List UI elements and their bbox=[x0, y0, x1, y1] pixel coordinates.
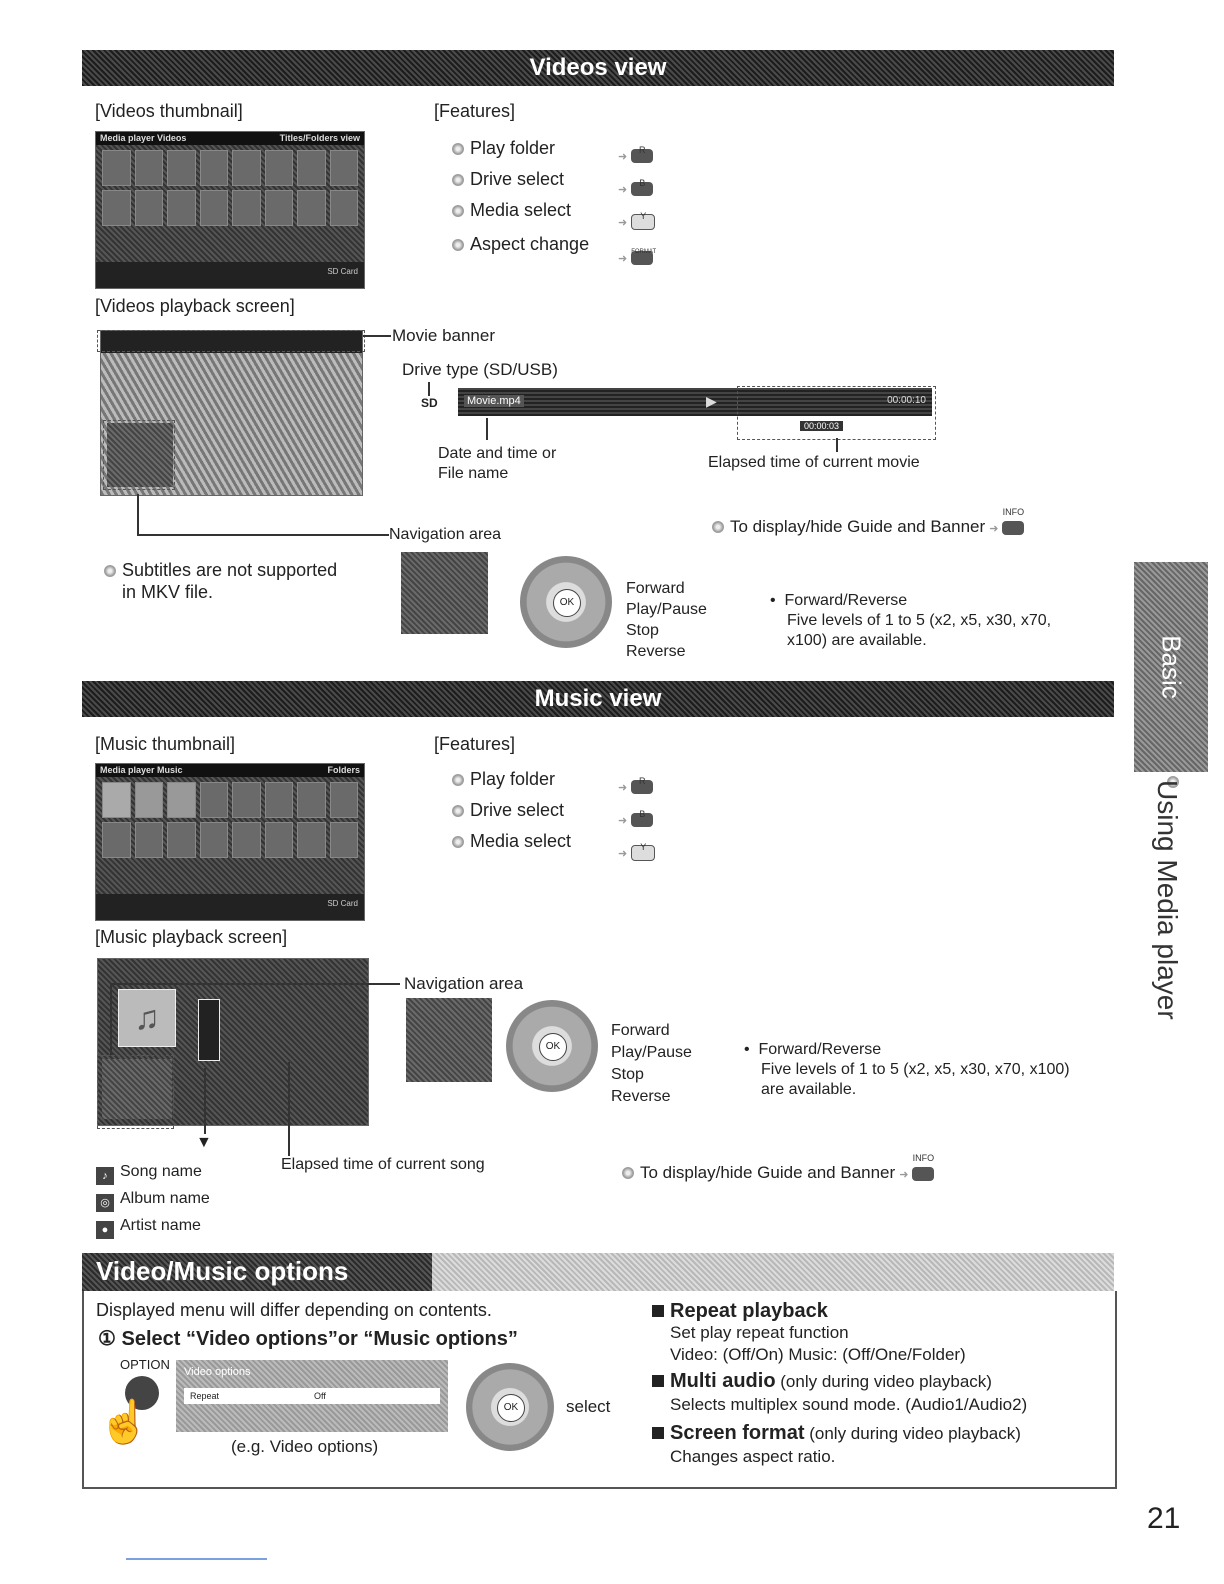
side-tab-label: Basic bbox=[1156, 635, 1187, 699]
elapsed-movie-label: Elapsed time of current movie bbox=[708, 454, 920, 471]
options-heading bbox=[82, 1253, 1114, 1291]
ok-button-icon: OK bbox=[497, 1394, 525, 1422]
banner-elapsed-time: 00:00:03 bbox=[800, 421, 843, 431]
date-time-label-line1: Date and time or bbox=[438, 445, 557, 462]
feature-label: Drive select bbox=[470, 800, 565, 820]
select-label: select bbox=[566, 1397, 611, 1416]
options-dpad-icon bbox=[466, 1363, 554, 1451]
bullet-icon bbox=[452, 805, 464, 817]
side-section-title: Using Media player bbox=[1152, 780, 1183, 1020]
feature-item bbox=[452, 764, 571, 795]
bullet-icon bbox=[452, 143, 464, 155]
key-letter: Y bbox=[640, 841, 647, 852]
yellow-key-icon bbox=[631, 841, 655, 861]
videos-thumb-header-right: Titles/Folders view bbox=[279, 133, 360, 143]
side-tab-basic bbox=[1134, 562, 1208, 772]
red-key-icon bbox=[631, 144, 653, 163]
info-key-label: INFO bbox=[1002, 506, 1025, 517]
feature-item bbox=[452, 229, 589, 260]
music-features-label: [Features] bbox=[434, 734, 516, 754]
key-letter: FORMAT bbox=[631, 248, 657, 255]
music-nav-outline bbox=[97, 1055, 174, 1129]
feature-item bbox=[452, 826, 571, 857]
music-dpad-icon bbox=[506, 1000, 598, 1092]
options-intro: Displayed menu will differ depending on contents. bbox=[96, 1300, 492, 1320]
options-example: (e.g. Video options) bbox=[231, 1437, 379, 1456]
music-display-hide bbox=[622, 1152, 935, 1183]
elapsed-song-label: Elapsed time of current song bbox=[281, 1156, 485, 1173]
multi-note: (only during video playback) bbox=[775, 1372, 992, 1391]
music-dpad-labels bbox=[611, 1020, 692, 1108]
videos-thumbnail-screenshot bbox=[95, 131, 365, 289]
reverse-label: Reverse bbox=[626, 643, 686, 660]
song-name-label: Song name bbox=[120, 1163, 202, 1180]
bullet-icon bbox=[452, 239, 464, 251]
music-info-legend bbox=[96, 1158, 210, 1239]
videos-feature-keys: ➜ R ➜ B ➜ Y ➜ FORMAT bbox=[614, 140, 655, 275]
bullet-icon bbox=[452, 774, 464, 786]
play-pause-label: Play/Pause bbox=[611, 1044, 692, 1061]
yellow-key-icon bbox=[631, 210, 655, 230]
videos-features-label: [Features] bbox=[434, 101, 516, 121]
music-display-hide-text: To display/hide Guide and Banner bbox=[640, 1163, 896, 1182]
album-icon: ◎ bbox=[96, 1194, 114, 1212]
repeat-title: Repeat playback bbox=[670, 1300, 828, 1322]
banner-file-name: Movie.mp4 bbox=[464, 395, 524, 407]
ok-button-icon: OK bbox=[553, 589, 581, 617]
music-feature-keys: ➜ R ➜ B ➜ Y bbox=[614, 771, 655, 870]
screen-desc: Changes aspect ratio. bbox=[670, 1447, 836, 1466]
feature-label: Play folder bbox=[470, 138, 556, 158]
multi-desc: Selects multiplex sound mode. (Audio1/Audio2) bbox=[670, 1395, 1028, 1414]
reverse-label: Reverse bbox=[611, 1088, 671, 1105]
fr-line2: are available. bbox=[761, 1081, 857, 1098]
menu-item-label: Repeat bbox=[190, 1391, 220, 1401]
info-key-icon bbox=[1002, 506, 1025, 535]
music-view-heading: Music view bbox=[82, 681, 1114, 717]
options-heading-text: Video/Music options bbox=[96, 1256, 349, 1286]
blue-key-icon bbox=[631, 177, 653, 196]
videos-display-hide bbox=[712, 506, 1025, 537]
square-bullet-icon bbox=[652, 1427, 664, 1439]
videos-nav-area-enlarged bbox=[401, 552, 488, 634]
key-letter: R bbox=[638, 144, 646, 155]
date-time-label-line2: File name bbox=[438, 465, 509, 482]
red-key-icon bbox=[631, 775, 653, 794]
info-key-icon bbox=[912, 1152, 935, 1181]
feature-item bbox=[452, 164, 589, 195]
options-descriptions bbox=[652, 1300, 1027, 1468]
subtitles-note-line1: Subtitles are not supported bbox=[122, 560, 338, 580]
drive-type-label: Drive type (SD/USB) bbox=[402, 360, 558, 379]
down-arrow-icon: ▼ bbox=[196, 1134, 212, 1151]
screen-title: Screen format bbox=[670, 1422, 805, 1444]
music-nav-area-enlarged bbox=[406, 998, 492, 1082]
bullet-icon bbox=[452, 174, 464, 186]
elapsed-outline bbox=[737, 386, 936, 440]
music-thumb-drive: SD Card bbox=[327, 899, 358, 908]
repeat-desc-2: Video: (Off/On) Music: (Off/One/Folder) bbox=[670, 1345, 966, 1364]
stop-label: Stop bbox=[626, 622, 659, 639]
date-time-label bbox=[438, 444, 556, 484]
bullet-icon bbox=[452, 836, 464, 848]
square-bullet-icon bbox=[652, 1375, 664, 1387]
forward-label: Forward bbox=[626, 580, 685, 597]
videos-view-heading: Videos view bbox=[82, 50, 1114, 86]
feature-label: Play folder bbox=[470, 769, 556, 789]
banner-drive: SD bbox=[421, 396, 438, 410]
fr-line1: Five levels of 1 to 5 (x2, x5, x30, x70, bbox=[787, 612, 1052, 629]
bullet-icon bbox=[452, 205, 464, 217]
ok-button-icon: OK bbox=[539, 1033, 567, 1061]
hand-pointer-icon: ☝ bbox=[98, 1398, 151, 1445]
feature-label: Media select bbox=[470, 831, 572, 851]
music-thumb-header: Media player Music bbox=[100, 765, 183, 775]
fr-line1: Five levels of 1 to 5 (x2, x5, x30, x70, x100) bbox=[761, 1061, 1070, 1078]
banner-play-icon: ▶ bbox=[706, 393, 717, 409]
forward-label: Forward bbox=[611, 1022, 670, 1039]
videos-navigation-area-label: Navigation area bbox=[389, 526, 502, 543]
artist-name-label: Artist name bbox=[120, 1217, 201, 1234]
fr-line2: x100) are available. bbox=[787, 632, 927, 649]
bullet-icon bbox=[104, 565, 116, 577]
music-navigation-area-label: Navigation area bbox=[404, 974, 524, 993]
bullet-icon bbox=[622, 1167, 634, 1179]
music-thumb-header-right: Folders bbox=[327, 765, 360, 775]
fr-title: Forward/Reverse bbox=[758, 1041, 882, 1058]
feature-label: Aspect change bbox=[470, 234, 590, 254]
video-options-menu bbox=[176, 1360, 448, 1432]
videos-display-hide-text: To display/hide Guide and Banner bbox=[730, 517, 986, 536]
feature-item bbox=[452, 195, 589, 226]
videos-thumbnail-label: [Videos thumbnail] bbox=[95, 101, 243, 121]
album-name-label: Album name bbox=[120, 1190, 210, 1207]
arrow-icon: ➜ bbox=[899, 1169, 909, 1181]
videos-features-list bbox=[452, 133, 589, 260]
videos-playback-label: [Videos playback screen] bbox=[95, 296, 295, 316]
subtitles-note-line2: in MKV file. bbox=[122, 582, 214, 602]
feature-label: Media select bbox=[470, 200, 572, 220]
feature-item bbox=[452, 795, 571, 826]
multi-title: Multi audio bbox=[670, 1370, 776, 1392]
artist-icon: ● bbox=[96, 1221, 114, 1239]
music-playback-label: [Music playback screen] bbox=[95, 927, 288, 947]
repeat-desc-1: Set play repeat function bbox=[670, 1323, 849, 1342]
music-fr-note: • Forward/Reverse Five levels of 1 to 5 (x2, x5, x30, x70, x100) are available. bbox=[744, 1041, 1070, 1098]
nav-area-outline bbox=[103, 420, 175, 490]
footer-rule bbox=[126, 1558, 267, 1560]
subtitles-note bbox=[104, 559, 337, 603]
stop-label: Stop bbox=[611, 1066, 644, 1083]
videos-thumb-drive: SD Card bbox=[327, 267, 358, 276]
square-bullet-icon bbox=[652, 1305, 664, 1317]
key-letter: R bbox=[638, 775, 646, 786]
videos-dpad-icon bbox=[520, 556, 612, 648]
menu-row bbox=[184, 1388, 440, 1404]
page-number: 21 bbox=[1147, 1502, 1181, 1535]
music-thumbnail-screenshot bbox=[95, 763, 365, 921]
fr-title: Forward/Reverse bbox=[784, 592, 908, 609]
menu-title: Video options bbox=[184, 1366, 251, 1378]
feature-item bbox=[452, 133, 589, 164]
bullet-icon bbox=[712, 521, 724, 533]
key-letter: B bbox=[639, 177, 646, 188]
blue-key-icon bbox=[631, 808, 653, 827]
music-thumbnail-label: [Music thumbnail] bbox=[95, 734, 236, 754]
videos-fr-note: • Forward/Reverse Five levels of 1 to 5 (x2, x5, x30, x70, x100) are available. bbox=[770, 592, 1052, 649]
arrow-icon: ➜ bbox=[989, 523, 999, 535]
feature-label: Drive select bbox=[470, 169, 565, 189]
banner-total-time: 00:00:10 bbox=[887, 395, 926, 406]
videos-dpad-labels bbox=[626, 578, 707, 662]
videos-thumb-header: Media player Videos bbox=[100, 133, 187, 143]
song-icon: ♪ bbox=[96, 1167, 114, 1185]
format-key-icon bbox=[631, 248, 657, 265]
movie-banner-outline bbox=[97, 330, 365, 352]
screen-note: (only during video playback) bbox=[804, 1424, 1021, 1443]
option-key-label: OPTION bbox=[120, 1357, 170, 1372]
options-step: ① Select “Video options”or “Music options” bbox=[98, 1328, 518, 1350]
info-key-label: INFO bbox=[912, 1152, 935, 1163]
key-letter: Y bbox=[640, 210, 647, 221]
play-pause-label: Play/Pause bbox=[626, 601, 707, 618]
music-features-list bbox=[452, 764, 571, 857]
music-note-icon: ♫ bbox=[118, 989, 176, 1047]
key-letter: B bbox=[639, 808, 646, 819]
menu-item-value: Off bbox=[314, 1391, 326, 1401]
movie-banner-label: Movie banner bbox=[392, 326, 496, 345]
